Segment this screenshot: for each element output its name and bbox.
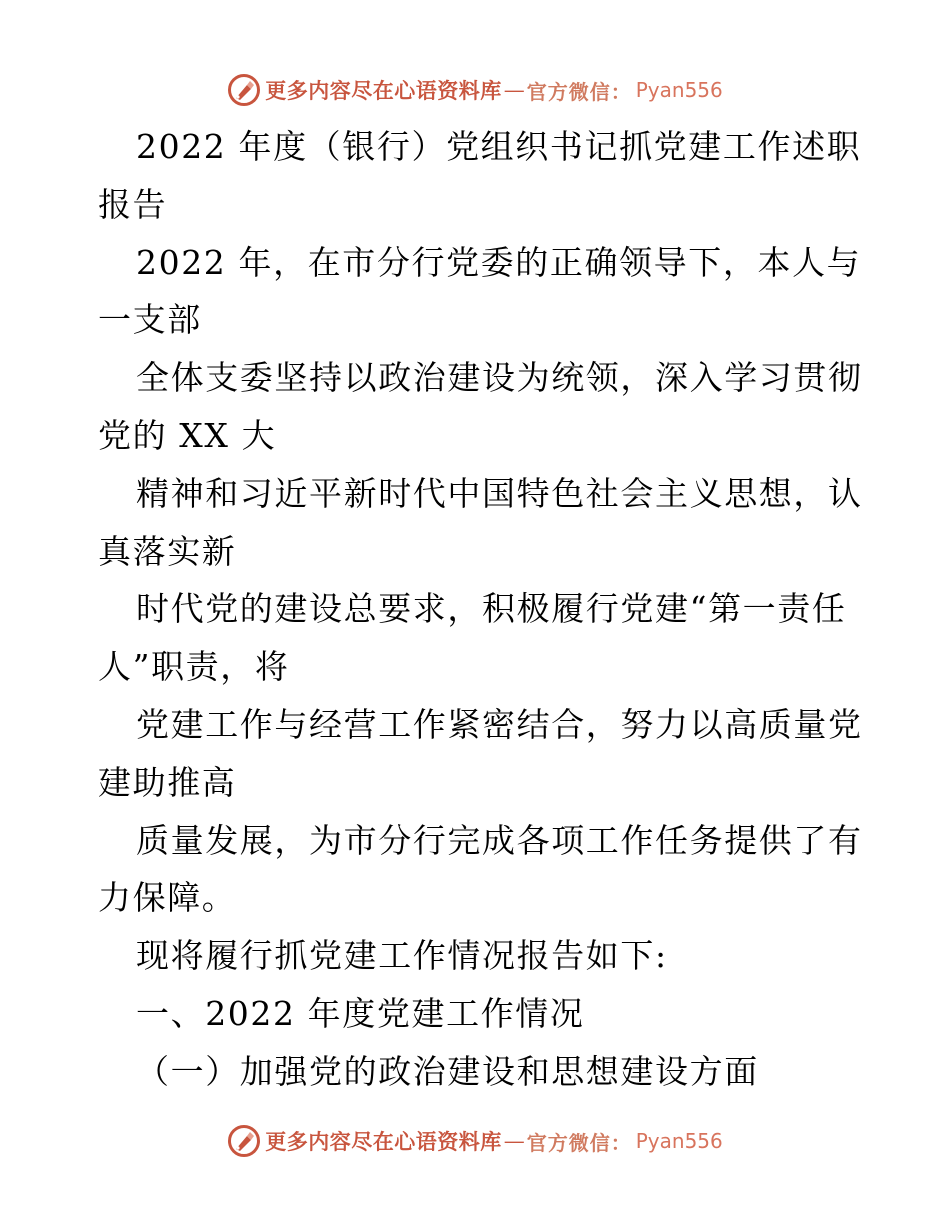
watermark-header (0, 70, 950, 110)
text-line: 2022 年度（银行）党组织书记抓党建工作述职 (136, 127, 862, 166)
text-line: 人”职责，将 (98, 647, 290, 687)
text-line: 建助推高 (98, 762, 237, 802)
text-line: 现将履行抓党建工作情况报告如下: (136, 936, 668, 976)
text-line: 党建工作与经营工作紧密结合，努力以高质量党 (136, 704, 863, 744)
pen-logo-icon (227, 1124, 261, 1158)
text-line: （一）加强党的政治建设和思想建设方面 (136, 1051, 759, 1091)
watermark-separator: — (503, 78, 525, 102)
text-line: 2022 年，在市分行党委的正确领导下，本人与 (136, 242, 862, 282)
text-line: 力保障。 (98, 878, 237, 918)
report-body (98, 118, 863, 1101)
watermark-wechat-label: 官方微信： (526, 79, 632, 104)
text-line: 精神和习近平新时代中国特色社会主义思想，认 (136, 473, 863, 513)
watermark-text: 更多内容尽在心语资料库 (265, 1129, 502, 1154)
watermark-wechat-label: 官方微信： (526, 1130, 632, 1155)
pen-logo-icon (227, 73, 261, 107)
text-line: 报告 (98, 184, 168, 224)
watermark-wechat-id: Pyan556 (635, 1129, 723, 1153)
text-line: 党的 XX 大 (98, 415, 277, 455)
text-line: 真落实新 (98, 531, 237, 571)
watermark-text: 更多内容尽在心语资料库 (265, 78, 502, 103)
text-line: 质量发展，为市分行完成各项工作任务提供了有 (136, 820, 863, 860)
text-line: 一、2022 年度党建工作情况 (136, 993, 585, 1033)
watermark-separator: — (503, 1129, 525, 1153)
text-line: 一支部 (98, 300, 202, 340)
watermark-wechat-id: Pyan556 (635, 78, 723, 102)
text-line: 全体支委坚持以政治建设为统领，深入学习贯彻 (136, 358, 863, 398)
text-line: 时代党的建设总要求，积极履行党建“第一责任 (136, 589, 847, 629)
watermark-footer (0, 1121, 950, 1161)
